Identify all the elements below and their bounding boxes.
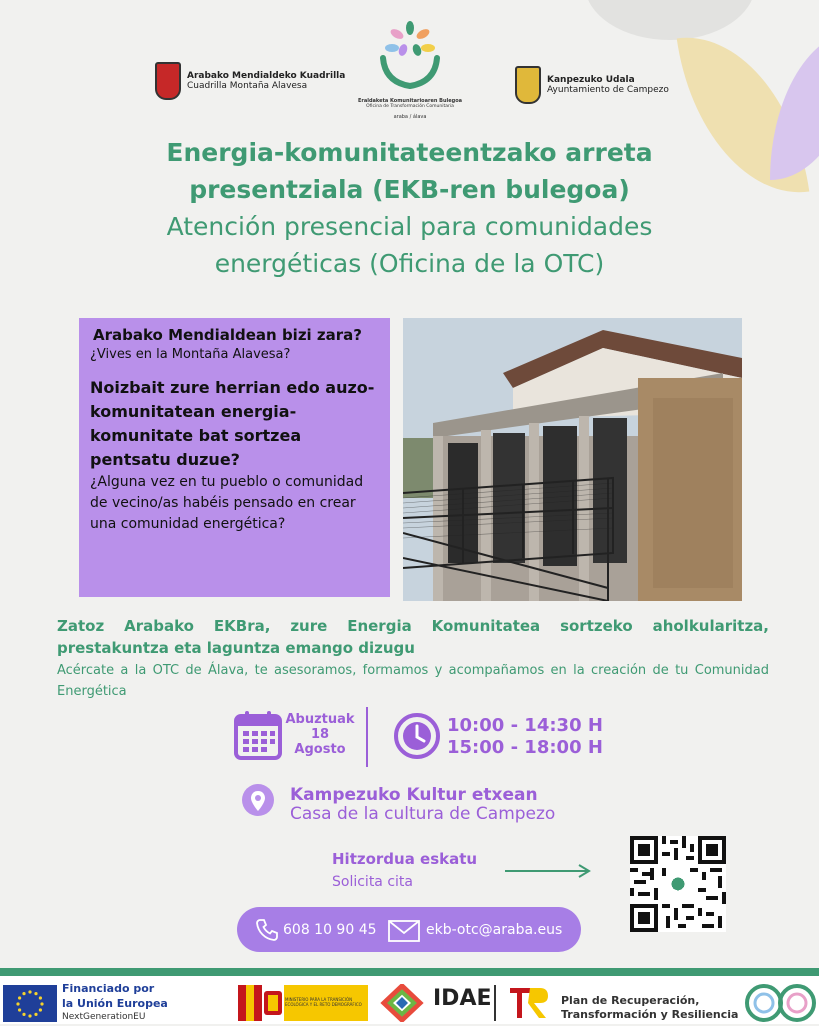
event-date (284, 712, 356, 757)
calendar-icon (234, 710, 282, 760)
page-title-es (0, 208, 819, 282)
ekb-name-es: Oficina de Transformación Comunitaria (366, 104, 454, 109)
invite-text-eu: Zatoz Arabako EKBra, zure Energia Komunitatea sortzeko aholkularitza, prestakuntza eta laguntza emango dizugu (57, 617, 769, 657)
araba-brand: araba / álava (393, 114, 427, 120)
footer-separator (494, 985, 496, 1021)
question1-es: ¿Vives en la Montaña Alavesa? (90, 347, 291, 362)
eu-stars-icon (3, 985, 57, 1022)
appointment-label-eu: Hitzordua eskatu (332, 850, 478, 868)
date-month-es: Agosto (294, 742, 346, 757)
kanpezu-name-eu: Kanpezuko Udala (547, 75, 635, 85)
title-es-line2: energéticas (Oficina de la OTC) (214, 249, 605, 278)
place-name-eu: Kampezuko Kultur etxean (290, 785, 538, 805)
question1-eu: Arabako Mendialdean bizi zara? (93, 326, 362, 344)
idae-name: IDAE (433, 986, 492, 1011)
email-icon (388, 920, 420, 942)
date-day: 18 (310, 727, 330, 742)
page-title-eu (0, 134, 819, 208)
qr-code-icon (630, 836, 726, 932)
cuadrilla-logo (155, 62, 345, 100)
question2-eu: Noizbait zure herrian edo auzo-komunitatean energia-komunitate bat sortzea pentsatu duzue? (90, 378, 375, 469)
arrow-right-icon (503, 862, 593, 880)
kanpezu-logo (515, 66, 669, 104)
place-name-es: Casa de la cultura de Campezo (290, 804, 556, 824)
clock-icon (393, 712, 441, 760)
title-eu-line1: Energia-komunitateentzako arreta (166, 138, 653, 167)
date-month-eu: Abuztuak (285, 712, 355, 727)
kanpezu-name-es: Ayuntamiento de Campezo (547, 85, 669, 95)
decorative-circle (585, 0, 755, 40)
footer-divider (0, 968, 819, 976)
recovery-plan-line2: Transformación y Resiliencia (561, 1008, 739, 1021)
date-time-divider (366, 707, 368, 767)
appointment-label-es: Solicita cita (332, 874, 413, 890)
hands-leaves-icon (375, 20, 445, 90)
ministry-name: MINISTERIO PARA LA TRANSICIÓN ECOLÓGICA Y EL RETO DEMOGRÁFICO (285, 997, 362, 1007)
location-pin-icon (242, 784, 274, 818)
invite-text-es: Acércate a la OTC de Álava, te asesoramos, formamos y acompañamos en la creación de tu Comunidad Energética (57, 663, 769, 699)
ekb-name-eu: Eraldaketa Komunitarioaren Bulegoa (357, 98, 463, 104)
eu-funding-line2: la Unión Europea (62, 997, 168, 1010)
cuadrilla-name-es: Cuadrilla Montaña Alavesa (187, 81, 308, 91)
ekb-logo (350, 20, 470, 120)
recovery-plan-line1: Plan de Recuperación, (561, 994, 700, 1007)
building-photo (403, 318, 742, 601)
recovery-plan-text (561, 994, 738, 1022)
idae-logo-icon (375, 984, 429, 1022)
time-slot-afternoon: 15:00 - 18:00 H (447, 737, 603, 758)
question2-es: ¿Alguna vez en tu pueblo o comunidad de vecino/as habéis pensado en crear una comunidad energética? (90, 474, 364, 532)
coat-of-arms-icon (515, 66, 541, 104)
question-box (79, 318, 390, 597)
title-es-line1: Atención presencial para comunidades (166, 212, 653, 241)
time-slot-morning: 10:00 - 14:30 H (447, 715, 603, 736)
coat-of-arms-icon (155, 62, 181, 100)
eu-funding-line1: Financiado por (62, 982, 155, 995)
contact-phone[interactable]: 608 10 90 45 (283, 922, 377, 938)
contact-email[interactable]: ekb-otc@araba.eus (426, 922, 563, 938)
eu-flag-icon (3, 985, 57, 1022)
eu-funding-line3: NextGenerationEU (62, 1012, 146, 1022)
phone-icon (255, 918, 279, 942)
prtr-logo-icon (508, 984, 552, 1022)
title-eu-line2: presentziala (EKB-ren bulegoa) (189, 175, 630, 204)
cultural-center-illustration (403, 318, 742, 601)
ee-logo-icon (745, 984, 817, 1022)
cuadrilla-name-eu: Arabako Mendialdeko Kuadrilla (187, 71, 346, 81)
appointment-qr-code[interactable] (630, 836, 726, 932)
